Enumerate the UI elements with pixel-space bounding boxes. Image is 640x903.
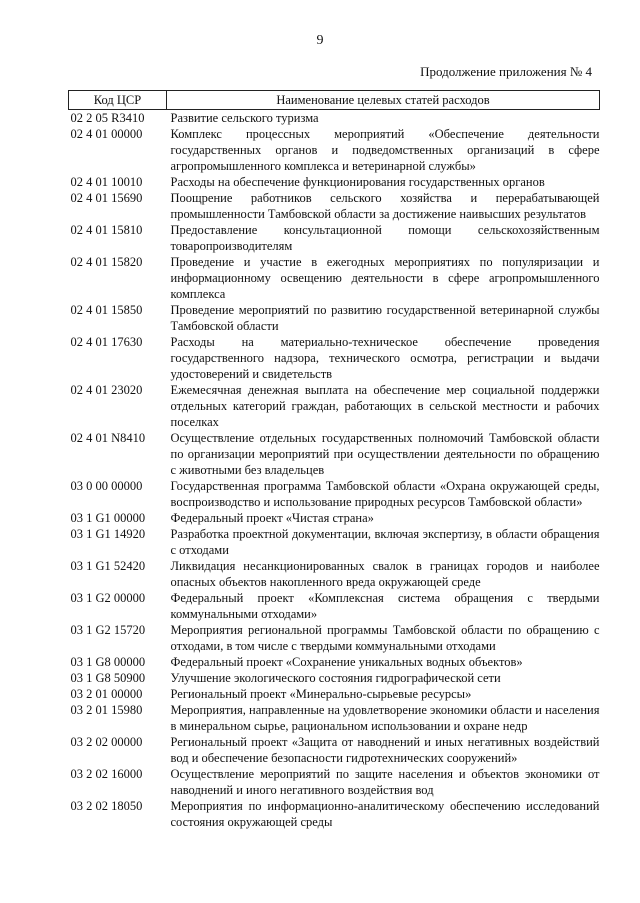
row-name: Региональный проект «Минерально-сырьевые ресурсы» [170,687,472,701]
row-code: 03 2 02 00000 [70,735,143,749]
table-row [69,382,600,430]
row-code: 03 2 02 16000 [70,767,143,781]
row-code: 03 2 01 00000 [70,687,143,701]
row-code: 03 1 G1 52420 [70,559,146,573]
row-name: Проведение и участие в ежегодных мероприятиях по популяризации и информационному освещению деятельности в сфере агропромышленного комплекса [170,255,600,301]
row-code: 02 4 01 15690 [70,191,143,205]
row-name: Мероприятия региональной программы Тамбовской области по обращению с отходами, в том числе с твердыми коммунальными отходами [170,623,600,653]
table-row [69,686,600,702]
row-code: 02 4 01 10010 [70,175,143,189]
table-row [69,670,600,686]
table-row [69,526,600,558]
row-code: 02 4 01 N8410 [70,431,146,445]
header-name: Наименование целевых статей расходов [167,91,600,110]
table-row [69,222,600,254]
row-code: 03 1 G2 15720 [70,623,146,637]
row-code: 02 2 05 R3410 [70,111,145,125]
table-row [69,302,600,334]
table-row [69,174,600,190]
table-row [69,558,600,590]
table-row [69,430,600,478]
row-code: 03 1 G1 14920 [70,527,146,541]
table-row [69,798,600,830]
row-name: Ежемесячная денежная выплата на обеспечение мер социальной поддержки отдельных категорий граждан, работающих в сельской местности и рабочих поселках [170,383,600,429]
row-code: 02 4 01 15820 [70,255,143,269]
row-code: 02 4 01 17630 [70,335,143,349]
row-code: 03 1 G8 50900 [70,671,146,685]
row-name: Ликвидация несанкционированных свалок в границах городов и наиболее опасных объектов накопленного вреда окружающей среде [170,559,600,589]
table-body [69,110,600,831]
table-row [69,702,600,734]
page-number: 9 [316,33,324,48]
table-row [69,110,600,127]
continuation-label: Продолжение приложения № 4 [420,64,592,79]
row-name: Осуществление мероприятий по защите населения и объектов экономики от наводнений и иного негативного воздействия вод [170,767,600,797]
table-row [69,478,600,510]
row-code: 03 2 01 15980 [70,703,143,717]
row-name: Предоставление консультационной помощи сельскохозяйственным товаропроизводителям [170,223,600,253]
row-name: Государственная программа Тамбовской области «Охрана окружающей среды, воспроизводство и использование природных ресурсов Тамбовской области» [170,479,600,509]
table-row [69,590,600,622]
row-name: Расходы на материально-техническое обеспечение проведения государственного надзора, технического осмотра, регистрации и выдачи удостоверений и свидетельств [170,335,600,381]
table-row [69,254,600,302]
row-name: Комплекс процессных мероприятий «Обеспечение деятельности государственных органов и подведомственных организаций в сфере агропромышленного комплекса и ветеринарной службы» [170,127,600,173]
table-row [69,766,600,798]
table-row [69,622,600,654]
header-code: Код ЦСР [69,91,167,110]
row-name: Развитие сельского туризма [170,111,319,125]
row-code: 02 4 01 00000 [70,127,143,141]
row-code: 03 1 G1 00000 [70,511,146,525]
row-code: 03 1 G8 00000 [70,655,146,669]
row-name: Мероприятия по информационно-аналитическому обеспечению исследований состояния окружающей среды [170,799,600,829]
row-name: Мероприятия, направленные на удовлетворение экономики области и населения в минеральном сырье, рациональном использовании и охране недр [170,703,600,733]
row-name: Проведение мероприятий по развитию государственной ветеринарной службы Тамбовской области [170,303,600,333]
row-name: Федеральный проект «Комплексная система обращения с твердыми коммунальными отходами» [170,591,600,621]
table-row [69,734,600,766]
table-row [69,126,600,174]
row-name: Федеральный проект «Сохранение уникальных водных объектов» [170,655,523,669]
row-name: Поощрение работников сельского хозяйства и перерабатывающей промышленности Тамбовской области за достижение наивысших результатов [170,191,600,221]
table-header-row [69,91,600,110]
row-code: 03 0 00 00000 [70,479,143,493]
row-code: 03 2 02 18050 [70,799,143,813]
row-code: 02 4 01 15850 [70,303,143,317]
row-code: 03 1 G2 00000 [70,591,146,605]
row-name: Осуществление отдельных государственных полномочий Тамбовской области по организации мероприятий при осуществлении деятельности по обращению с животными без владельцев [170,431,600,477]
row-code: 02 4 01 23020 [70,383,143,397]
table-row [69,654,600,670]
row-name: Расходы на обеспечение функционирования государственных органов [170,175,545,189]
row-name: Региональный проект «Защита от наводнений и иных негативных воздействий вод и обеспечение безопасности гидротехнических сооружений» [170,735,600,765]
table-row [69,190,600,222]
budget-items-table [68,90,600,830]
table-row [69,510,600,526]
row-code: 02 4 01 15810 [70,223,143,237]
row-name: Федеральный проект «Чистая страна» [170,511,374,525]
table-row [69,334,600,382]
row-name: Улучшение экологического состояния гидрографической сети [170,671,501,685]
row-name: Разработка проектной документации, включая экспертизу, в области обращения с отходами [170,527,600,557]
